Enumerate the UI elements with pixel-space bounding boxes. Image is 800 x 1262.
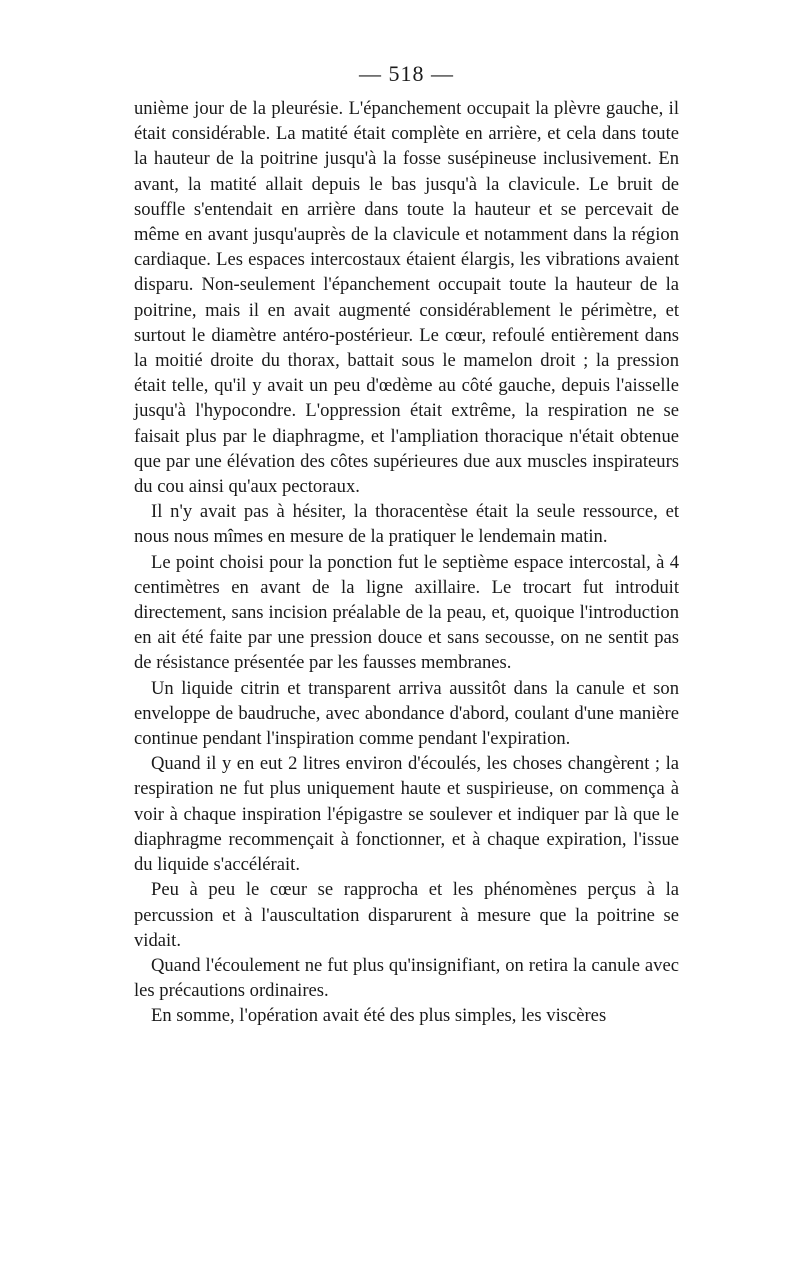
paragraph-liquid-flow: Un liquide citrin et transparent arriva aussitôt dans la canule et son enveloppe de baudruche, avec abondance d'abord, coulant d'une manière continue pendant l'inspiration comme pendant l'expiration. [134,677,679,750]
paragraph-pleurisy-description: unième jour de la pleurésie. L'épanchement occupait la plèvre gauche, il était considérable. La matité était complète en arrière, et cela dans toute la hauteur de la poitrine jusqu'à la fosse susépineuse inclusivement. En avant, la matité allait depuis le bas jusqu'à la clavicule. Le bruit de souffle s'entendait en arrière dans toute la hauteur et se percevait de même en avant jusqu'auprès de la clavicule et notamment dans la région cardiaque. Les espaces intercostaux étaient élargis, les vibrations avaient disparu. Non-seulement l'épanchement occupait toute la hauteur de la poitrine, mais il en avait augmenté considérablement le périmètre, et surtout le diamètre antéro-postérieur. Le cœur, refoulé entièrement dans la moitié droite du thorax, battait sous le mamelon droit ; la pression était telle, qu'il y avait un peu d'œdème au côté gauche, depuis l'aisselle jusqu'à l'hypocondre. L'oppression était extrême, la respiration ne se faisait plus par le diaphragme, et l'ampliation thoracique n'était obtenue que par une élévation des côtes supérieures due aux muscles inspirateurs du cou ainsi qu'aux pectoraux. [134,98,679,498]
paragraph-cannula-removed: Quand l'écoulement ne fut plus qu'insignifiant, on retira la canule avec les précautions ordinaires. [134,954,679,1002]
paragraph-puncture-point: Le point choisi pour la ponction fut le septième espace intercostal, à 4 centimètres en avant de la ligne axillaire. Le trocart fut introduit directement, sans incision préalable de la peau, et, quoique l'introduction en ait été faite par une pression douce et sans secousse, on ne sentit pas de résistance présentée par les fausses membranes. [134,551,679,674]
paragraph-thoracentesis-decision: Il n'y avait pas à hésiter, la thoracentèse était la seule ressource, et nous nous mîmes en mesure de la pratiquer le lendemain matin. [134,501,679,548]
document-page [134,58,679,1029]
page-number: — 518 — [359,61,454,86]
paragraph-after-two-litres: Quand il y en eut 2 litres environ d'écoulés, les choses changèrent ; la respiration ne fut plus uniquement haute et suspirieuse, on commença à voir à chaque inspiration l'épigastre se soulever et indiquer par là que le diaphragme recommençait à fonctionner, et à chaque expiration, l'issue du liquide s'accélérait. [134,753,679,876]
paragraph-heart-returns: Peu à peu le cœur se rapprocha et les phénomènes perçus à la percussion et à l'auscultation disparurent à mesure que la poitrine se vidait. [134,879,679,951]
paragraph-summary: En somme, l'opération avait été des plus simples, les viscères [151,1005,607,1027]
